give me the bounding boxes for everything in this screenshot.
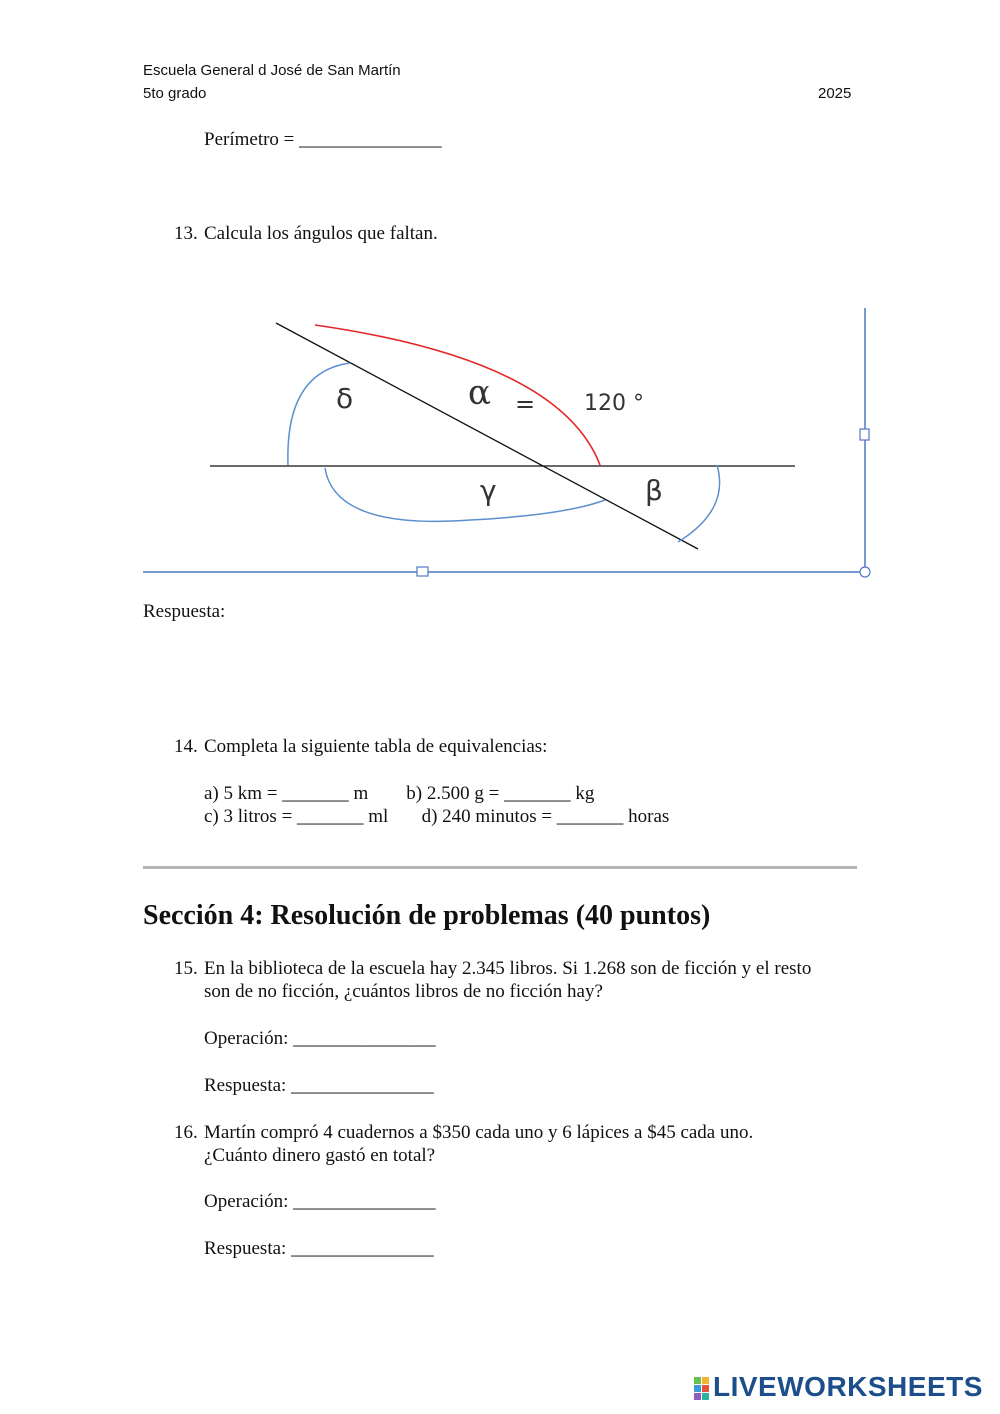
question-number: 15. (174, 958, 198, 979)
question-number: 14. (174, 736, 198, 757)
alpha-label: α (468, 373, 491, 413)
q16-operation: Operación: _______________ (204, 1191, 436, 1212)
section-4-title: Sección 4: Resolución de problemas (40 puntos) (143, 900, 711, 931)
year-label: 2025 (818, 85, 852, 102)
beta-arc (678, 465, 720, 542)
liveworksheets-logo-icon (694, 1377, 710, 1401)
angle-figure (140, 300, 880, 585)
section-divider (143, 866, 857, 869)
angle-value-label: 120 ° (584, 391, 644, 416)
resize-handle-bottom[interactable] (417, 567, 428, 576)
equivalence-row-1: a) 5 km = _______ m b) 2.500 g = _______ kg (204, 783, 595, 804)
question-16-line-2: ¿Cuánto dinero gastó en total? (204, 1145, 436, 1166)
question-text-line-1: En la biblioteca de la escuela hay 2.345 libros. Si 1.268 son de ficción y el resto (204, 958, 812, 979)
q15-answer: Respuesta: _______________ (204, 1075, 434, 1096)
delta-label: δ (336, 382, 354, 415)
question-16 (174, 1121, 753, 1144)
q13-answer-label: Respuesta: (143, 601, 226, 622)
question-text: Completa la siguiente tabla de equivalencias: (204, 736, 548, 757)
q15-operation: Operación: _______________ (204, 1028, 436, 1049)
equals-label: = (515, 390, 536, 418)
equivalence-row-2: c) 3 litros = _______ ml d) 240 minutos = _______ horas (204, 806, 670, 827)
question-15-line-2: son de no ficción, ¿cuántos libros de no ficción hay? (204, 981, 603, 1002)
alpha-arc (315, 325, 600, 465)
question-number: 13. (174, 223, 198, 244)
question-14 (174, 735, 547, 758)
question-text-line-1: Martín compró 4 cuadernos a $350 cada uno y 6 lápices a $45 cada uno. (204, 1122, 754, 1143)
gamma-label: γ (480, 474, 497, 507)
grade-label: 5to grado (143, 85, 207, 102)
question-number: 16. (174, 1122, 198, 1143)
question-13 (174, 222, 438, 245)
beta-label: β (645, 474, 663, 507)
question-15 (174, 957, 811, 980)
resize-handle-corner[interactable] (860, 567, 870, 577)
transversal-line (276, 323, 698, 549)
resize-handle-right[interactable] (860, 429, 869, 440)
school-name: Escuela General d José de San Martín (143, 62, 401, 79)
question-text: Calcula los ángulos que faltan. (204, 223, 438, 244)
q16-answer: Respuesta: _______________ (204, 1238, 434, 1259)
perimeter-line: Perímetro = _______________ (204, 129, 442, 150)
liveworksheets-logo[interactable]: LIVEWORKSHEETS (713, 1371, 983, 1402)
